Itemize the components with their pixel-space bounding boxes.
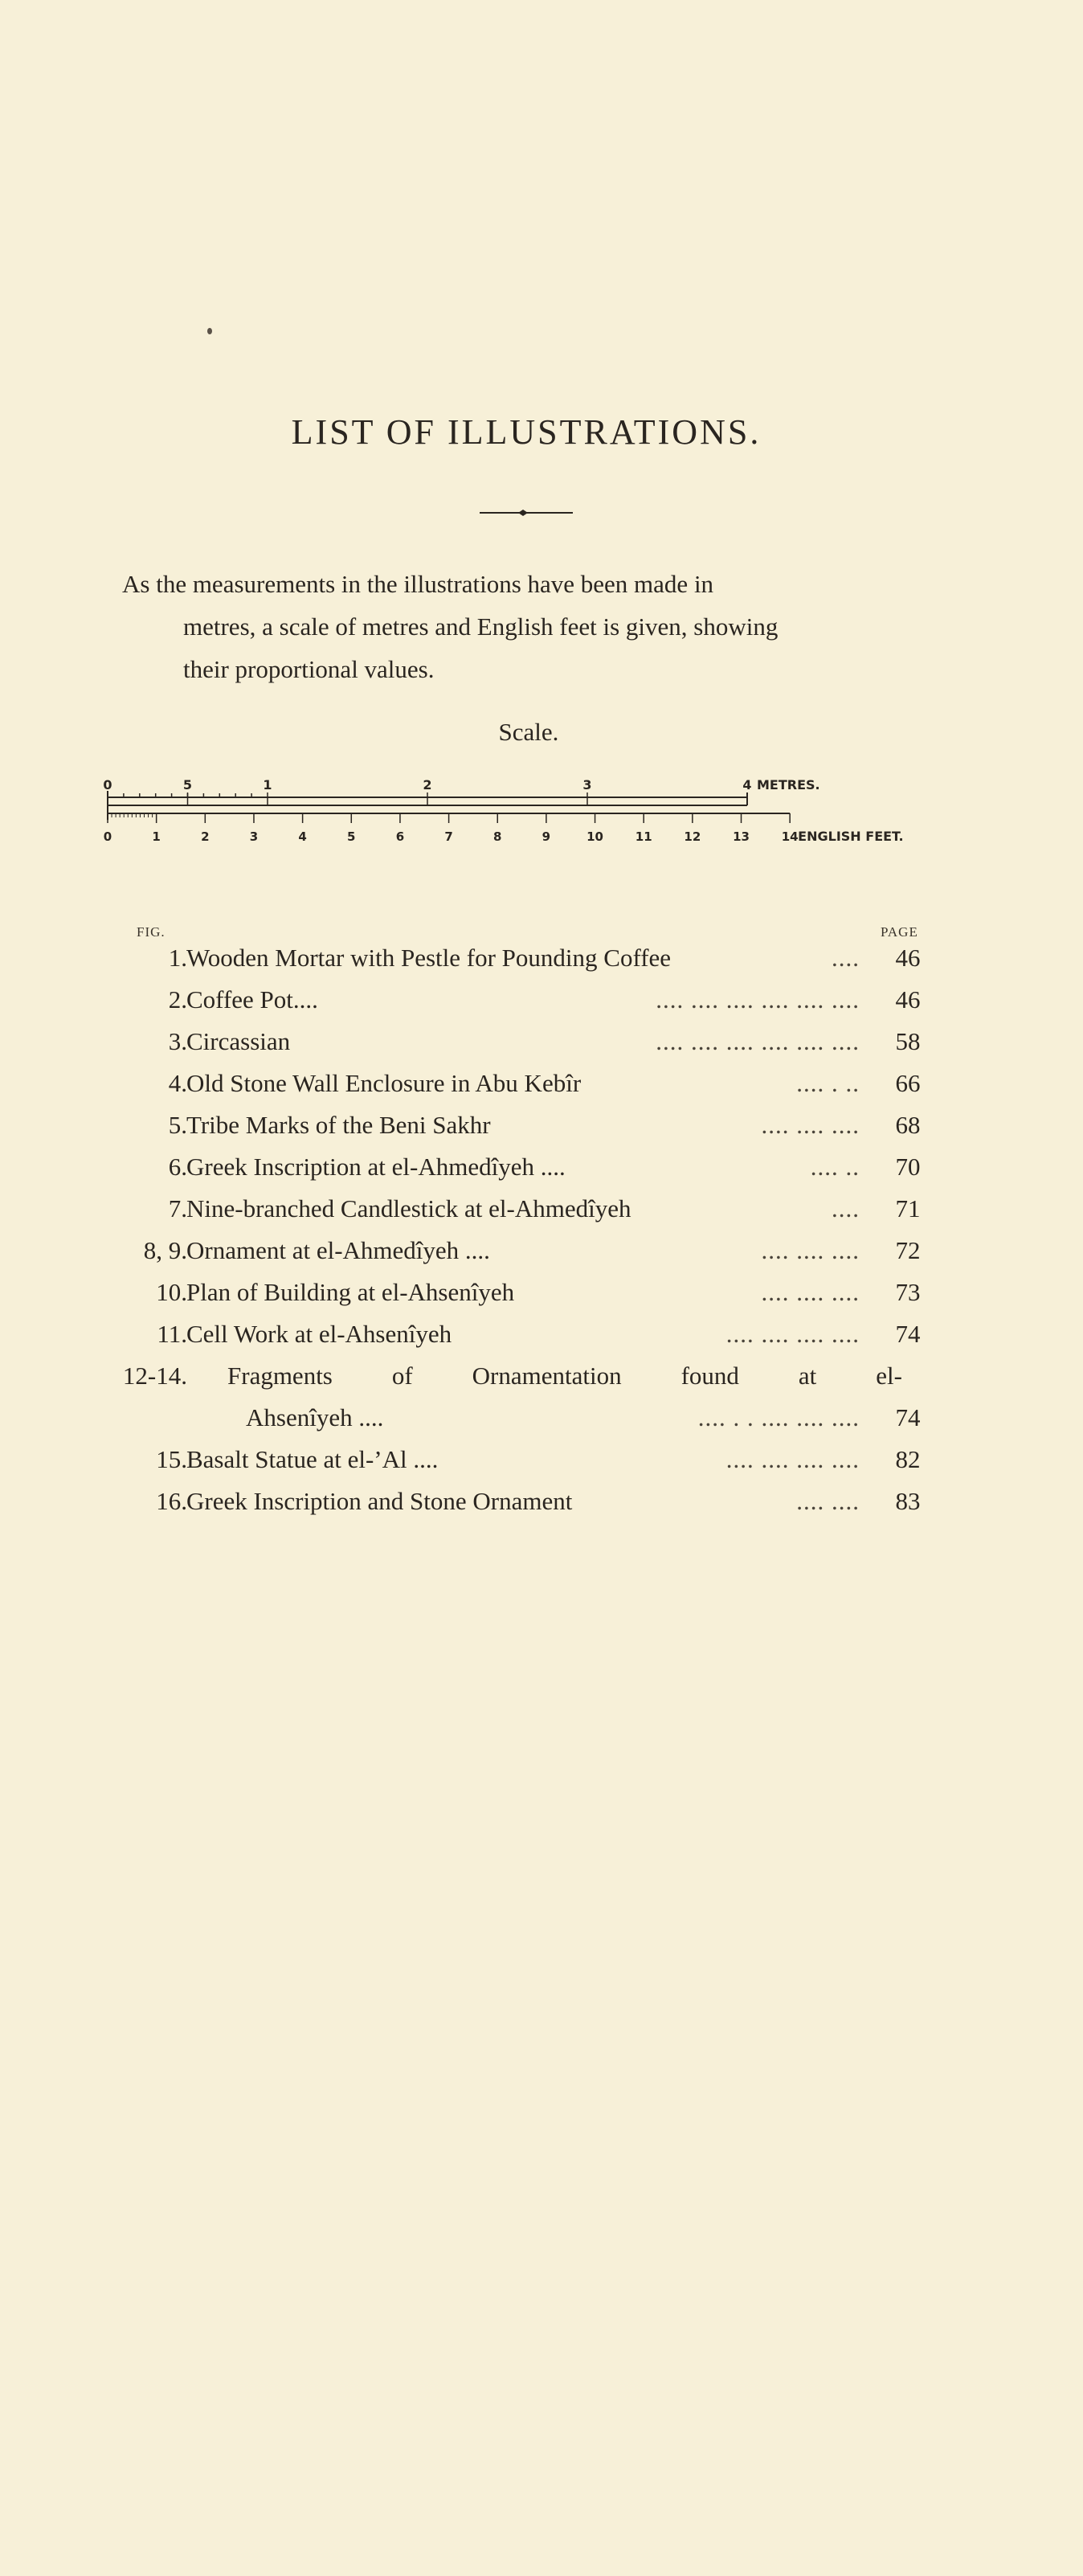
leader-dots: .... . . .... .... .... [697,1403,860,1431]
leader-dots: .... .... .... .... .... .... [656,985,860,1014]
page-title: LIST OF ILLUSTRATIONS. [291,412,762,452]
figure-title-word: Ornamentation [472,1362,622,1390]
figure-number: 15. [156,1445,187,1473]
intro-line-1: As the measurements in the illustrations have been made in [122,570,714,598]
list-item [0,1484,1083,1526]
page-number: 46 [895,985,921,1014]
metre-tick-label: 0 [103,777,112,792]
leader-dots: .... .. [810,1153,860,1181]
list-item [0,1191,1083,1233]
metre-tick-label: 1 [263,777,272,792]
illustration-list [0,940,1083,1526]
metre-tick-label: 3 [582,777,592,792]
divider-ornament [478,505,574,521]
figure-title [227,1362,902,1390]
list-item [0,1358,1083,1400]
figure-number: 10. [156,1278,187,1306]
metre-tick-label: 4 [742,777,752,792]
feet-tick-label: 7 [444,829,453,844]
metre-tick-label: 5 [182,777,193,792]
page-number: 72 [895,1236,921,1264]
figure-title: Ornament at el-Ahmedîyeh .... [186,1236,490,1264]
intro-paragraph [122,563,934,690]
figure-title: Circassian [186,1027,291,1055]
figure-title-word: found [680,1362,739,1390]
leader-dots: .... .... .... .... [725,1320,860,1348]
list-item [0,1317,1083,1358]
leader-dots: .... .... [796,1487,860,1515]
list-item [0,1275,1083,1317]
feet-tick-label: 6 [395,829,405,844]
feet-tick-label: 8 [493,829,502,844]
list-item [0,1066,1083,1108]
scale-title: Scale. [498,718,559,746]
figure-number: 11. [157,1320,187,1348]
page-number: 66 [895,1069,921,1097]
intro-line-3: their proportional values. [183,655,435,683]
scale-bar [96,768,948,848]
page-number: 73 [895,1278,921,1306]
figure-number: 16. [156,1487,187,1515]
leader-dots: .... [832,944,860,972]
fig-column-header: FIG. [137,924,166,940]
list-item-continuation [0,1400,1083,1442]
figure-title: Tribe Marks of the Beni Sakhr [186,1111,491,1139]
list-item [0,1233,1083,1275]
leader-dots: .... .... .... [761,1236,860,1264]
intro-line-2: metres, a scale of metres and English feet is given, showing [183,612,779,641]
feet-tick-label: 13 [733,829,750,844]
feet-tick-label: 12 [684,829,701,844]
figure-number: 1. [168,944,187,972]
page-number: 68 [895,1111,921,1139]
figure-number: 6. [168,1153,187,1181]
figure-number: 8, 9. [143,1236,187,1264]
figure-title: Greek Inscription and Stone Ornament [186,1487,573,1515]
feet-tick-label: 4 [298,829,307,844]
leader-dots: .... [832,1194,860,1222]
figure-number: 3. [168,1027,187,1055]
page-number: 58 [895,1027,921,1055]
feet-tick-label: 11 [635,829,652,844]
figure-title-word: of [391,1362,413,1390]
figure-number: 12-14. [122,1362,187,1390]
page-number: 46 [895,944,921,972]
feet-tick-label: 10 [586,829,603,844]
list-item [0,1108,1083,1149]
leader-dots: .... .... .... [761,1278,860,1306]
metre-unit-label: METRES. [757,777,820,792]
figure-number: 2. [168,985,187,1014]
page-number: 74 [895,1403,921,1431]
feet-tick-label: 3 [249,829,259,844]
feet-tick-label: 9 [542,829,551,844]
page-number: 70 [895,1153,921,1181]
figure-title-word: Fragments [227,1362,333,1390]
figure-title: Plan of Building at el-Ahsenîyeh [186,1278,515,1306]
leader-dots: .... . .. [796,1069,860,1097]
feet-tick-label: 2 [201,829,210,844]
page-number: 74 [895,1320,921,1348]
feet-unit-label: ENGLISH FEET. [798,829,904,844]
figure-title: Old Stone Wall Enclosure in Abu Kebîr [186,1069,582,1097]
figure-title-word: at [798,1362,817,1390]
figure-title: Greek Inscription at el-Ahmedîyeh .... [186,1153,566,1181]
figure-title: Basalt Statue at el-’Al .... [186,1445,439,1473]
figure-title: Nine-branched Candlestick at el-Ahmedîyeh [186,1194,631,1222]
feet-tick-label: 14 [781,829,799,844]
figure-title: Cell Work at el-Ahsenîyeh [186,1320,452,1348]
page-number: 82 [895,1445,921,1473]
ink-speck [207,328,212,334]
list-item [0,1149,1083,1191]
metre-tick-label: 2 [423,777,432,792]
leader-dots: .... .... .... .... [725,1445,860,1473]
figure-title-continuation: Ahsenîyeh .... [246,1403,384,1431]
list-item [0,1024,1083,1066]
figure-title-word: el- [876,1362,902,1390]
figure-number: 4. [168,1069,187,1097]
leader-dots: .... .... .... .... .... .... [656,1027,860,1055]
page-column-header: PAGE [881,924,918,940]
leader-dots: .... .... .... [761,1111,860,1139]
figure-number: 7. [168,1194,187,1222]
figure-title: Wooden Mortar with Pestle for Pounding Coffee [186,944,672,972]
page-number: 71 [895,1194,921,1222]
list-item [0,982,1083,1024]
page-number: 83 [895,1487,921,1515]
figure-title: Coffee Pot.... [186,985,318,1014]
feet-tick-label: 5 [347,829,356,844]
figure-number: 5. [168,1111,187,1139]
feet-tick-label: 0 [103,829,112,844]
list-item [0,940,1083,982]
feet-tick-label: 1 [152,829,161,844]
list-item [0,1442,1083,1484]
